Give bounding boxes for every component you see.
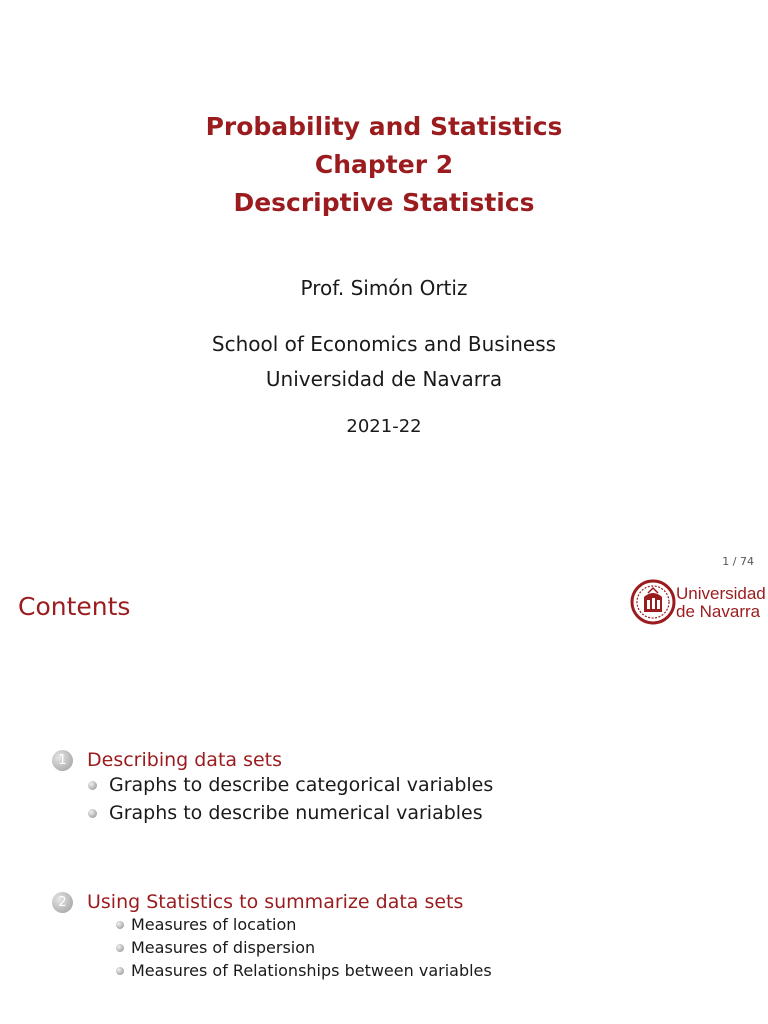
institution-line: School of Economics and Business [211,332,557,356]
bullet-icon [116,967,124,975]
author: Prof. Simón Ortiz [300,276,468,300]
university-logo [628,577,764,631]
institution [0,327,768,397]
section-number-badge: 2 [52,892,73,913]
subsection-list [52,771,493,827]
university-seal-icon [630,579,676,625]
subsection-label: Graphs to describe categorical variables [109,774,494,796]
logo-text [676,585,766,621]
slide-title [0,108,768,222]
logo-name-line: Universidad [676,584,766,603]
contents-section [52,749,493,827]
page-number: 1 / 74 [722,555,754,568]
title-line: Chapter 2 [314,150,454,179]
bullet-icon [88,809,97,818]
title-line: Descriptive Statistics [233,188,535,217]
subsection-list [52,913,492,982]
section-heading [52,749,493,771]
bullet-icon [116,944,124,952]
logo-name-line: de Navarra [676,602,761,621]
contents-slide [0,575,768,1024]
contents-title: Contents [18,592,131,621]
subsection-label: Measures of location [131,915,297,934]
bullet-icon [116,921,124,929]
section-heading [52,891,492,913]
subsection-item [52,936,492,959]
section-number-badge: 1 [52,750,73,771]
bullet-icon [88,781,97,790]
contents-section [52,891,492,982]
title-line: Probability and Statistics [205,112,563,141]
subsection-item [52,913,492,936]
institution-line: Universidad de Navarra [265,367,503,391]
subsection-item [52,799,493,827]
subsection-label: Measures of Relationships between variables [131,961,492,980]
subsection-label: Graphs to describe numerical variables [109,802,483,824]
section-title: Using Statistics to summarize data sets [87,891,464,913]
section-title: Describing data sets [87,749,283,771]
subsection-item [52,959,492,982]
subsection-label: Measures of dispersion [131,938,316,957]
subsection-item [52,771,493,799]
date: 2021-22 [346,416,422,437]
